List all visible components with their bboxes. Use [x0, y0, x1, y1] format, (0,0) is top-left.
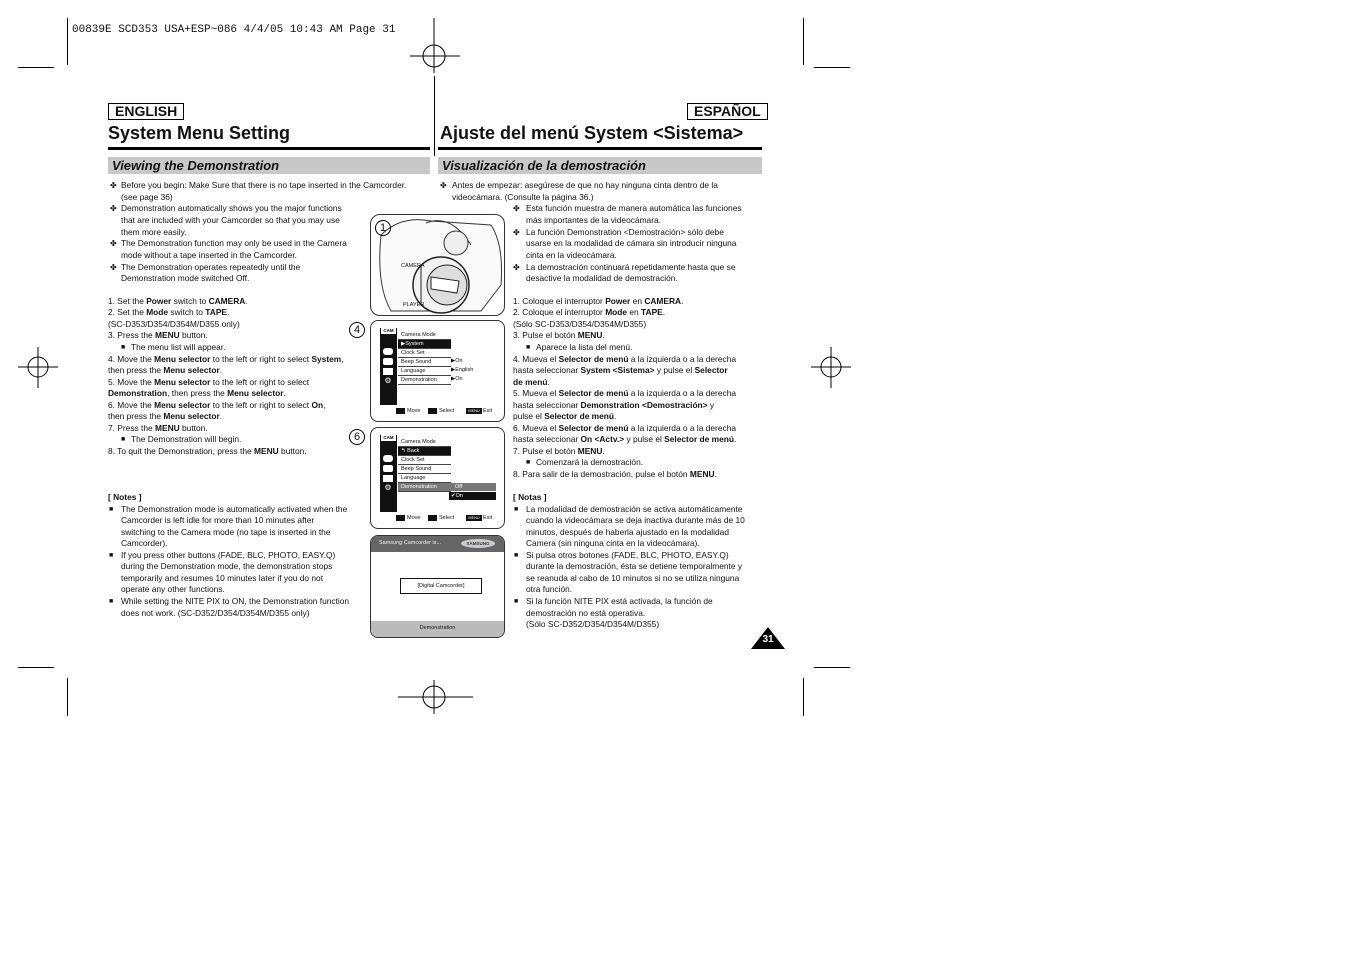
es-step: 2. Coloque el interruptor Mode en TAPE. — [513, 307, 666, 317]
bullet-square: ■ — [526, 344, 531, 351]
select-icon — [428, 515, 437, 521]
en-note-line: does not work. (SC-D352/D354/D354M/D355 only) — [121, 608, 310, 618]
en-note-line: during the Demonstration mode, the demonstration stops — [121, 561, 333, 571]
en-step: 4. Move the Menu selector to the left or right to select System, — [108, 354, 344, 364]
menu-item-language[interactable]: Language — [398, 474, 451, 483]
option-on[interactable]: ✔On — [449, 492, 496, 500]
es-step: 7. Pulse el botón MENU. — [513, 446, 605, 456]
es-step: 3. Pulse el botón MENU. — [513, 330, 605, 340]
section-header-english: Viewing the Demonstration — [108, 157, 430, 174]
demo-top-text: Samsung Camcorder is... — [379, 540, 442, 546]
es-intro-line: usarse en la modalidad de cámara sin introducir ninguna — [526, 238, 737, 248]
es-intro-line: La función Demonstration <Demostración> sólo debe — [526, 227, 724, 237]
en-intro-line: mode without a tape inserted in the Camcorder. — [121, 250, 297, 260]
gear-icon: ⚙ — [384, 376, 392, 385]
step-number-4: 4 — [349, 322, 365, 338]
en-step: 8. To quit the Demonstration, press the MENU button. — [108, 446, 307, 456]
registration-mark-right — [811, 345, 851, 390]
bullet-square: ■ — [109, 598, 114, 605]
en-intro-line: that are included with your Camcorder so that you may use — [121, 215, 340, 225]
dial-label-player: PLAYER — [403, 302, 425, 308]
footer-exit: Exit — [483, 515, 493, 521]
crop-mark — [18, 667, 54, 668]
menu-title: Camera Mode — [398, 438, 451, 447]
en-step: Demonstration, then press the Menu selector. — [108, 388, 286, 398]
footer-exit: Exit — [483, 408, 493, 414]
footer-move: Move — [407, 408, 421, 414]
registration-mark-left — [18, 345, 58, 390]
bullet-square: ■ — [514, 506, 519, 513]
demo-bottom-text: Demonstration — [419, 625, 456, 631]
en-intro-line: Demonstration mode switched Off. — [121, 273, 250, 283]
es-note-line: minutos, después de haberla ajustado en la modalidad — [526, 527, 729, 537]
es-note-line: (Sólo SC-D352/D354/D354M/D355) — [526, 619, 660, 629]
es-intro-line: desactive la modalidad de demostración. — [526, 273, 678, 283]
page-title-spanish: Ajuste del menú System <Sistema> — [440, 123, 744, 143]
menu-icon — [383, 348, 393, 355]
dial-label-camera: CAMERA — [401, 263, 425, 269]
menu-item-beep-sound[interactable]: Beep Sound — [398, 358, 451, 367]
en-step: 7. Press the MENU button. — [108, 423, 208, 433]
footer-select: Select — [439, 515, 455, 521]
bullet-square: ■ — [109, 552, 114, 559]
es-note-line: otra función. — [526, 584, 573, 594]
bullet-square: ■ — [514, 598, 519, 605]
es-step: 4. Mueva el Selector de menú a la izquierda o a la derecha — [513, 354, 737, 364]
figure-power-switch — [370, 214, 505, 316]
menu-icon — [383, 455, 393, 462]
crop-mark — [803, 18, 804, 65]
es-intro-line: videocámara. (Consulte la página 36.) — [452, 192, 594, 202]
bullet-square: ■ — [121, 344, 126, 351]
en-note-line: operate any other functions. — [121, 584, 225, 594]
menu-item-demonstration[interactable]: Demonstration — [398, 376, 451, 385]
es-note-line: Camera (sin ninguna cinta en la videocámara). — [526, 538, 700, 548]
es-step: Aparece la lista del menú. — [536, 342, 633, 352]
menu-item-clock-set[interactable]: Clock Set — [398, 456, 451, 465]
en-step: 2. Set the Mode switch to TAPE. — [108, 307, 230, 317]
es-note-line: demostración no está operativa. — [526, 608, 646, 618]
es-step: de menú. — [513, 377, 550, 387]
bullet-cross: ✤ — [513, 263, 520, 272]
crop-mark — [67, 18, 68, 65]
menu-item-demonstration[interactable]: Demonstration — [398, 483, 451, 492]
camcorder-illustration — [371, 215, 504, 315]
demo-center-box: [Digital Camcorder] — [400, 578, 482, 594]
registration-mark-top — [410, 18, 460, 73]
language-tag-spanish: ESPAÑOL — [687, 103, 768, 120]
es-intro-line: Antes de empezar: asegúrese de que no hay ninguna cinta dentro de la — [452, 180, 718, 190]
en-notes-title: [ Notes ] — [108, 492, 142, 502]
menu-item-language[interactable]: Language — [398, 367, 451, 376]
es-step: pulse el Selector de menú. — [513, 411, 617, 421]
crop-mark — [814, 67, 850, 68]
es-intro-line: cinta en la videocámara. — [526, 250, 617, 260]
es-intro-line: más importantes de la videocámara. — [526, 215, 661, 225]
menu-icon — [383, 475, 393, 482]
option-off[interactable]: Off — [449, 483, 496, 491]
en-step: (SC-D353/D354/D354M/D355 only) — [108, 319, 240, 329]
en-step: then press the Menu selector. — [108, 365, 223, 375]
en-intro-line: The Demonstration function may only be used in the Camera — [121, 238, 347, 248]
bullet-cross: ✤ — [440, 181, 447, 190]
footer-move: Move — [407, 515, 421, 521]
menu-title: Camera Mode — [398, 331, 451, 340]
bullet-cross: ✤ — [513, 204, 520, 213]
en-step: 1. Set the Power switch to CAMERA. — [108, 296, 248, 306]
menu-value-language: ▶English — [451, 367, 474, 373]
en-note-line: Camcorder is left idle for more than 10 minutes after — [121, 515, 315, 525]
title-rule-right — [438, 147, 762, 150]
en-intro-line: The Demonstration operates repeatedly until the — [121, 262, 301, 272]
es-note-line: Si la función NITE PIX está activada, la función de — [526, 596, 713, 606]
samsung-logo: SAMSUNG — [461, 539, 495, 548]
menu-item-clock-set[interactable]: Clock Set — [398, 349, 451, 358]
menu-icon — [383, 465, 393, 472]
en-intro-line: Before you begin: Make Sure that there is no tape inserted in the Camcorder. — [121, 180, 407, 190]
step-number-1: 1 — [375, 220, 391, 236]
menu-item-back[interactable]: ↰ Back — [398, 447, 451, 456]
es-step: 8. Para salir de la demostración, pulse el botón MENU. — [513, 469, 717, 479]
bullet-square: ■ — [121, 436, 126, 443]
es-notes-title: [ Notas ] — [513, 492, 547, 502]
crop-mark — [814, 667, 850, 668]
camera-mode-icon: CAM — [381, 328, 396, 334]
es-note-line: se reanuda al cabo de 10 minutos si no se utiliza ninguna — [526, 573, 740, 583]
bullet-cross: ✤ — [110, 181, 117, 190]
registration-mark-bottom — [398, 672, 473, 717]
menu-icon-column — [380, 328, 397, 405]
es-step: (Sólo SC-D353/D354/D354M/D355) — [513, 319, 647, 329]
step-number-6: 6 — [349, 429, 365, 445]
es-step: hasta seleccionar On <Actv.> y pulse el Selector de menú. — [513, 434, 737, 444]
en-intro-line: (see page 36) — [121, 192, 173, 202]
en-note-line: The Demonstration mode is automatically activated when the — [121, 504, 348, 514]
footer-select: Select — [439, 408, 455, 414]
crop-mark — [803, 678, 804, 716]
es-step: 6. Mueva el Selector de menú a la izquierda o a la derecha — [513, 423, 737, 433]
bullet-square: ■ — [526, 459, 531, 466]
en-intro-line: Demonstration automatically shows you the major functions — [121, 203, 342, 213]
es-step: hasta seleccionar Demonstration <Demostración> y — [513, 400, 715, 410]
figure-menu-step4 — [370, 320, 505, 422]
select-icon — [428, 408, 437, 414]
page-number: 31 — [762, 634, 774, 645]
en-note-line: Camcorder). — [121, 538, 168, 548]
en-note-line: While setting the NITE PIX to ON, the Demonstration function — [121, 596, 350, 606]
es-note-line: cuando la videocámara se deja inactiva durante más de 10 — [526, 515, 745, 525]
figure-menu-step6 — [370, 427, 505, 529]
en-step: 3. Press the MENU button. — [108, 330, 208, 340]
menu-icon — [383, 358, 393, 365]
menu-icon — [383, 368, 393, 375]
en-note-line: temporarily and resumes 10 minutes later if you do not — [121, 573, 324, 583]
en-step: 5. Move the Menu selector to the left or right to select — [108, 377, 310, 387]
es-step: 5. Mueva el Selector de menú a la izquierda o a la derecha — [513, 388, 737, 398]
es-note-line: Si pulsa otros botones (FADE, BLC, PHOTO, EASY.Q) — [526, 550, 729, 560]
en-step: The menu list will appear. — [131, 342, 226, 352]
es-intro-line: Esta función muestra de manera automática las funciones — [526, 203, 742, 213]
menu-icon-column — [380, 435, 397, 512]
en-step: then press the Menu selector. — [108, 411, 223, 421]
es-step: Comenzará la demostración. — [536, 457, 644, 467]
language-tag-english: ENGLISH — [108, 103, 184, 120]
menu-item-system[interactable]: ▶System — [398, 340, 451, 349]
camera-mode-icon: CAM — [381, 435, 396, 441]
bullet-cross: ✤ — [110, 204, 117, 213]
page-title-english: System Menu Setting — [108, 123, 291, 143]
en-step: 6. Move the Menu selector to the left or right to select On, — [108, 400, 326, 410]
es-step: hasta seleccionar System <Sistema> y pulse el Selector — [513, 365, 728, 375]
gear-icon: ⚙ — [384, 483, 392, 492]
bullet-square: ■ — [109, 506, 114, 513]
bullet-cross: ✤ — [513, 228, 520, 237]
print-slug: 00839E SCD353 USA+ESP~086 4/4/05 10:43 AM Page 31 — [72, 24, 396, 36]
crop-mark — [67, 678, 68, 716]
es-intro-line: La demostración continuará repetidamente hasta que se — [526, 262, 736, 272]
move-icon — [396, 408, 405, 414]
es-step: 1. Coloque el interruptor Power en CAMERA. — [513, 296, 684, 306]
section-header-spanish: Visualización de la demostración — [438, 157, 762, 174]
move-icon — [396, 515, 405, 521]
menu-value-demo: ▶On — [451, 376, 463, 382]
es-note-line: durante la demostración, ésta se detiene temporalmente y — [526, 561, 743, 571]
page-divider — [434, 76, 435, 156]
menu-value-beep: ▶On — [451, 358, 463, 364]
bullet-cross: ✤ — [110, 263, 117, 272]
es-note-line: La modalidad de demostración se activa automáticamente — [526, 504, 743, 514]
en-step: The Demonstration will begin. — [131, 434, 242, 444]
menu-key-badge: MENU — [466, 408, 482, 414]
en-note-line: If you press other buttons (FADE, BLC, PHOTO, EASY.Q) — [121, 550, 336, 560]
en-intro-line: them more easily. — [121, 227, 187, 237]
bullet-square: ■ — [514, 552, 519, 559]
bullet-cross: ✤ — [110, 239, 117, 248]
crop-mark — [18, 67, 54, 68]
title-rule-left — [108, 147, 430, 150]
figure-demo-screen — [370, 535, 505, 638]
en-note-line: switching to the Camera mode (no tape is inserted in the — [121, 527, 331, 537]
menu-key-badge: MENU — [466, 515, 482, 521]
menu-item-beep-sound[interactable]: Beep Sound — [398, 465, 451, 474]
